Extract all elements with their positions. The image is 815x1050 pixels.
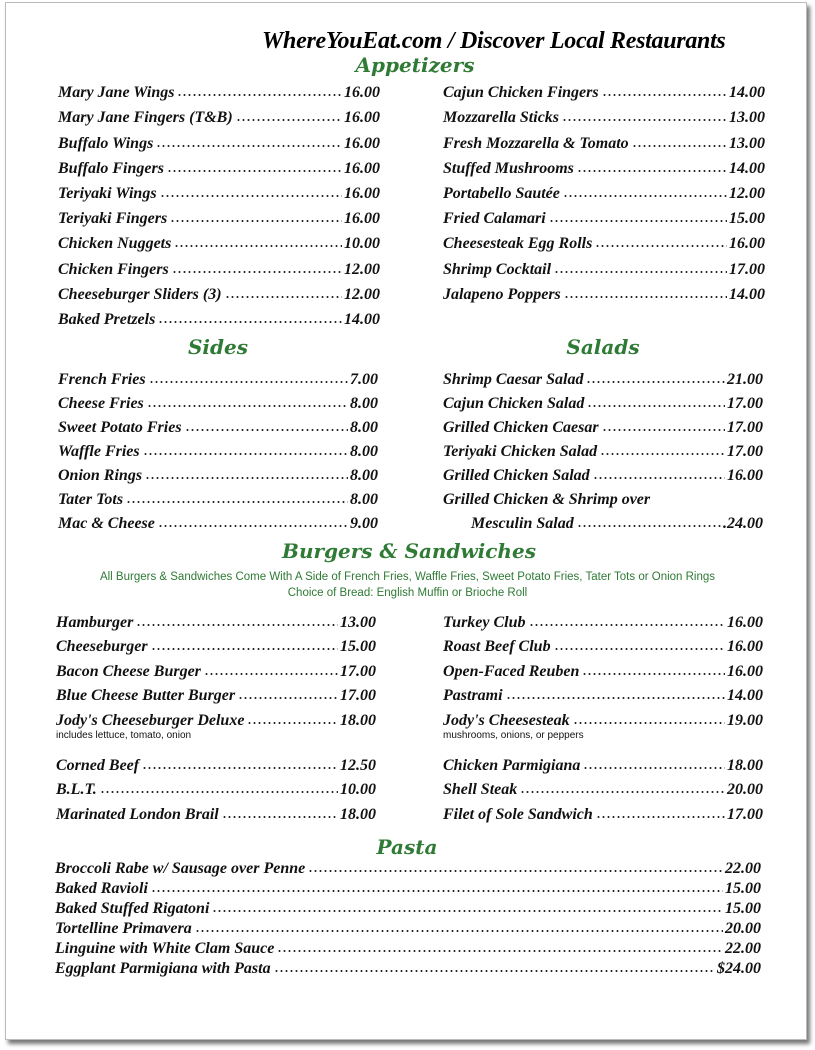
- burgers-sides-note: All Burgers & Sandwiches Come With A Side of French Fries, Waffle Fries, Sweet Potato Fries, Tater Tots or Onion Rings: [99, 571, 716, 583]
- dot-leader: [167, 169, 342, 173]
- menu-item-price: 14.00: [729, 159, 765, 177]
- menu-item-name: Pastrami: [443, 687, 503, 705]
- menu-item: [55, 898, 761, 918]
- menu-item: [443, 365, 763, 389]
- menu-item-name: Chicken Parmigiana: [443, 756, 581, 774]
- menu-item-price: 14.00: [729, 285, 765, 303]
- menu-item-price: 16.00: [727, 467, 763, 484]
- appetizers-left-list: [58, 77, 380, 329]
- burgers-right-list: [443, 607, 763, 824]
- menu-item-price: 16.00: [344, 210, 380, 228]
- menu-item-name: Chicken Nuggets: [58, 235, 172, 253]
- menu-item-price: 13.00: [729, 109, 765, 127]
- pasta-list: [55, 858, 761, 978]
- menu-item: [58, 304, 380, 329]
- menu-item: [443, 775, 763, 800]
- menu-item-name: Jody's Cheesesteak: [443, 711, 570, 729]
- menu-item-price: 16.00: [344, 159, 380, 177]
- menu-item-price: 9.00: [350, 515, 378, 532]
- appetizers-right-list: [443, 77, 765, 304]
- menu-item: [443, 102, 765, 127]
- menu-item: [56, 775, 376, 800]
- menu-item-name: Shrimp Caesar Salad: [443, 371, 584, 388]
- menu-item-name: Blue Cheese Butter Burger: [56, 687, 236, 705]
- menu-item-name: Shell Steak: [443, 781, 518, 799]
- menu-item-name: Hamburger: [56, 613, 134, 631]
- menu-item: [58, 279, 380, 304]
- dot-leader: [562, 118, 727, 122]
- salads-list: [443, 365, 763, 533]
- menu-item-name: Teriyaki Fingers: [58, 210, 168, 228]
- menu-item-name: Grilled Chicken & Shrimp over: [443, 491, 651, 508]
- menu-item-price: 14.00: [344, 310, 380, 328]
- dot-leader: [225, 295, 342, 299]
- dot-leader: [563, 194, 727, 198]
- menu-item: [443, 656, 763, 681]
- menu-item-price: 15.00: [725, 880, 761, 897]
- dot-leader: [586, 380, 725, 384]
- menu-item-name: Roast Beef Club: [443, 638, 551, 656]
- menu-item-price: 13.00: [729, 134, 765, 152]
- menu-item: [443, 203, 765, 228]
- menu-item: [443, 127, 765, 152]
- heading-salads: Salads: [566, 335, 640, 359]
- menu-item-name: Bacon Cheese Burger: [56, 662, 201, 680]
- menu-item-price: 17.00: [729, 260, 765, 278]
- sides-list: [58, 365, 378, 533]
- dot-leader: [573, 721, 725, 725]
- menu-item-description: includes lettuce, tomato, onion: [56, 729, 192, 741]
- menu-item: [443, 799, 763, 824]
- menu-item-name: Mary Jane Fingers (T&B): [58, 109, 233, 127]
- dot-leader: [142, 766, 338, 770]
- dot-leader: [151, 647, 338, 651]
- dot-leader: [520, 790, 725, 794]
- menu-item-price: 10.00: [340, 781, 376, 799]
- menu-item-price: 16.00: [727, 638, 763, 656]
- menu-item-price: 14.00: [727, 687, 763, 705]
- menu-item-name-continued: Mesculin Salad: [471, 515, 574, 532]
- dot-leader: [100, 790, 338, 794]
- menu-item: [58, 178, 380, 203]
- dot-leader: [564, 295, 727, 299]
- menu-item-name: Cajun Chicken Fingers: [443, 84, 599, 102]
- menu-item: [58, 127, 380, 152]
- dot-leader: [145, 476, 348, 480]
- dot-leader: [602, 93, 727, 97]
- menu-item-name: Sweet Potato Fries: [58, 419, 182, 436]
- menu-item: [56, 705, 376, 730]
- dot-leader: [583, 766, 725, 770]
- menu-item: [443, 461, 763, 485]
- menu-item: [58, 203, 380, 228]
- menu-item-name: Cheese Fries: [58, 395, 144, 412]
- dot-leader: [160, 194, 342, 198]
- menu-item-continuation: [443, 509, 763, 533]
- menu-item-name: Grilled Chicken Caesar: [443, 419, 599, 436]
- menu-item-price: 8.00: [350, 467, 378, 484]
- menu-item-name: Tortelline Primavera: [55, 920, 192, 937]
- dot-leader: [151, 889, 723, 893]
- dot-leader: [149, 380, 348, 384]
- menu-item: [55, 878, 761, 898]
- menu-item: [443, 437, 763, 461]
- menu-item-name: Linguine with White Clam Sauce: [55, 940, 275, 957]
- menu-item-name: Waffle Fries: [58, 443, 140, 460]
- dot-leader: [596, 815, 725, 819]
- dot-leader: [277, 949, 723, 953]
- menu-item: [443, 77, 765, 102]
- menu-item-name: Jody's Cheeseburger Deluxe: [56, 711, 245, 729]
- menu-item: [55, 958, 761, 978]
- dot-leader: [506, 696, 725, 700]
- dot-leader: [147, 404, 348, 408]
- menu-item-price: 16.00: [727, 613, 763, 631]
- menu-item-price: $24.00: [717, 960, 761, 977]
- menu-item-name: Cajun Chicken Salad: [443, 395, 585, 412]
- menu-item-price: 22.00: [725, 860, 761, 877]
- menu-item-price: 8.00: [350, 395, 378, 412]
- dot-leader: [158, 524, 348, 528]
- menu-item-name: Fresh Mozzarella & Tomato: [443, 134, 629, 152]
- menu-item-price: 14.00: [729, 84, 765, 102]
- menu-item-name: Portabello Sautée: [443, 184, 560, 202]
- menu-item-price: 15.00: [725, 900, 761, 917]
- menu-item-price: 21.00: [727, 371, 763, 388]
- menu-item: [56, 632, 376, 657]
- menu-item-price: 17.00: [727, 395, 763, 412]
- menu-item: [58, 413, 378, 437]
- heading-sides: Sides: [187, 335, 249, 359]
- menu-item-price: 18.00: [340, 711, 376, 729]
- menu-item: [443, 413, 763, 437]
- menu-item: [55, 858, 761, 878]
- dot-leader: [204, 672, 338, 676]
- menu-item: [58, 253, 380, 278]
- dot-leader: [587, 404, 725, 408]
- menu-item-name: Eggplant Parmigiana with Pasta: [55, 960, 271, 977]
- menu-item: [58, 389, 378, 413]
- menu-item-price: 12.50: [340, 756, 376, 774]
- menu-item-name: Marinated London Brail: [56, 805, 219, 823]
- menu-item: [443, 389, 763, 413]
- dot-leader: [136, 623, 338, 627]
- menu-item-price: 17.00: [727, 805, 763, 823]
- menu-item: [58, 461, 378, 485]
- menu-item-name: Broccoli Rabe w/ Sausage over Penne: [55, 860, 306, 877]
- menu-item: [58, 228, 380, 253]
- menu-item-name: Mac & Cheese: [58, 515, 155, 532]
- menu-item: [56, 607, 376, 632]
- heading-burgers-sandwiches: Burgers & Sandwiches: [282, 539, 536, 563]
- menu-item-price: 10.00: [344, 235, 380, 253]
- dot-leader: [529, 623, 725, 627]
- menu-item-name: Mozzarella Sticks: [443, 109, 560, 127]
- menu-item-name: Jalapeno Poppers: [443, 285, 561, 303]
- menu-item-price: 20.00: [727, 781, 763, 799]
- menu-item-name: Baked Ravioli: [55, 880, 148, 897]
- menu-item-price: 16.00: [344, 84, 380, 102]
- dot-leader: [602, 428, 725, 432]
- menu-item: [56, 656, 376, 681]
- menu-item-price: 8.00: [350, 419, 378, 436]
- menu-item-price: 22.00: [725, 940, 761, 957]
- burgers-left-list: [56, 607, 376, 824]
- menu-item: [443, 153, 765, 178]
- menu-item-price: 17.00: [340, 687, 376, 705]
- menu-item: [58, 509, 378, 533]
- menu-item: [58, 485, 378, 509]
- menu-item-price: .24.00: [723, 515, 763, 532]
- menu-item-name: Tater Tots: [58, 491, 124, 508]
- menu-item-name: Cheeseburger: [56, 638, 148, 656]
- dot-leader: [126, 500, 348, 504]
- menu-item-name: French Fries: [58, 371, 146, 388]
- menu-item: [443, 705, 763, 730]
- menu-item-name: Chicken Fingers: [58, 260, 169, 278]
- menu-item-name: Onion Rings: [58, 467, 143, 484]
- dot-leader: [595, 244, 727, 248]
- dot-leader: [236, 118, 342, 122]
- site-title: WhereYouEat.com / Discover Local Restaurants: [262, 28, 726, 54]
- dot-leader: [632, 144, 727, 148]
- menu-item: [56, 681, 376, 706]
- menu-item-name: Corned Beef: [56, 756, 140, 774]
- dot-leader: [143, 452, 348, 456]
- menu-item-name: Turkey Club: [443, 613, 526, 631]
- menu-item-price: 16.00: [344, 184, 380, 202]
- menu-item-price: 17.00: [727, 443, 763, 460]
- heading-appetizers: Appetizers: [355, 53, 475, 77]
- menu-item-name: Mary Jane Wings: [58, 84, 175, 102]
- menu-item-name: Buffalo Wings: [58, 134, 154, 152]
- menu-item-name: Grilled Chicken Salad: [443, 467, 590, 484]
- dot-leader: [158, 320, 342, 324]
- menu-item: [443, 750, 763, 775]
- menu-item: [443, 228, 765, 253]
- menu-item: [443, 632, 763, 657]
- menu-item-price: 8.00: [350, 491, 378, 508]
- dot-leader: [600, 452, 725, 456]
- dot-leader: [172, 270, 342, 274]
- dot-leader: [247, 721, 338, 725]
- dot-leader: [274, 969, 715, 973]
- dot-leader: [582, 672, 725, 676]
- menu-item: [443, 279, 765, 304]
- burgers-bread-note: Choice of Bread: English Muffin or Brioche Roll: [287, 587, 528, 599]
- menu-item-price: 18.00: [340, 805, 376, 823]
- dot-leader: [170, 219, 342, 223]
- menu-item: [443, 485, 763, 509]
- menu-item-price: 16.00: [727, 662, 763, 680]
- menu-item: [58, 365, 378, 389]
- menu-item-price: 18.00: [727, 756, 763, 774]
- menu-item: [443, 178, 765, 203]
- dot-leader: [174, 244, 342, 248]
- dot-leader: [577, 169, 727, 173]
- dot-leader: [177, 93, 342, 97]
- dot-leader: [238, 696, 338, 700]
- menu-item-name: Teriyaki Chicken Salad: [443, 443, 598, 460]
- menu-item-price: 8.00: [350, 443, 378, 460]
- menu-item: [443, 253, 765, 278]
- dot-leader: [554, 270, 727, 274]
- menu-item-price: 15.00: [340, 638, 376, 656]
- heading-pasta: Pasta: [376, 835, 438, 859]
- menu-item-price: 15.00: [729, 210, 765, 228]
- menu-item-price: 12.00: [344, 285, 380, 303]
- menu-item-name: Cheeseburger Sliders (3): [58, 285, 222, 303]
- dot-leader: [554, 647, 725, 651]
- menu-item-name: Stuffed Mushrooms: [443, 159, 574, 177]
- menu-item-name: Baked Pretzels: [58, 310, 156, 328]
- dot-leader: [185, 428, 348, 432]
- menu-item: [58, 153, 380, 178]
- dot-leader: [156, 144, 342, 148]
- menu-item-price: 7.00: [350, 371, 378, 388]
- menu-item-description: mushrooms, onions, or peppers: [443, 729, 584, 741]
- menu-item: [58, 77, 380, 102]
- menu-item: [56, 799, 376, 824]
- menu-item-price: 12.00: [729, 184, 765, 202]
- dot-leader: [212, 909, 723, 913]
- menu-item-price: 13.00: [340, 613, 376, 631]
- dot-leader: [195, 929, 723, 933]
- menu-item: [443, 681, 763, 706]
- menu-item-name: Cheesesteak Egg Rolls: [443, 235, 593, 253]
- menu-item: [55, 938, 761, 958]
- menu-item-price: 20.00: [725, 920, 761, 937]
- menu-item-price: 16.00: [729, 235, 765, 253]
- menu-item-price: 19.00: [727, 711, 763, 729]
- menu-item-price: 16.00: [344, 109, 380, 127]
- menu-item-price: 17.00: [340, 662, 376, 680]
- menu-item-price: 16.00: [344, 134, 380, 152]
- menu-item: [58, 102, 380, 127]
- dot-leader: [549, 219, 727, 223]
- menu-item: [58, 437, 378, 461]
- dot-leader: [222, 815, 338, 819]
- menu-item-name: Fried Calamari: [443, 210, 546, 228]
- dot-leader: [577, 524, 721, 528]
- dot-leader: [308, 869, 723, 873]
- menu-item-name: Open-Faced Reuben: [443, 662, 580, 680]
- menu-item: [56, 750, 376, 775]
- menu-item-name: B.L.T.: [56, 781, 97, 799]
- dot-leader: [593, 476, 725, 480]
- menu-item-name: Buffalo Fingers: [58, 159, 164, 177]
- menu-item: [443, 607, 763, 632]
- menu-item-price: 17.00: [727, 419, 763, 436]
- menu-item-name: Baked Stuffed Rigatoni: [55, 900, 210, 917]
- menu-item-name: Teriyaki Wings: [58, 184, 157, 202]
- menu-item-name: Filet of Sole Sandwich: [443, 805, 593, 823]
- menu-item-price: 12.00: [344, 260, 380, 278]
- menu-item-name: Shrimp Cocktail: [443, 260, 552, 278]
- menu-item: [55, 918, 761, 938]
